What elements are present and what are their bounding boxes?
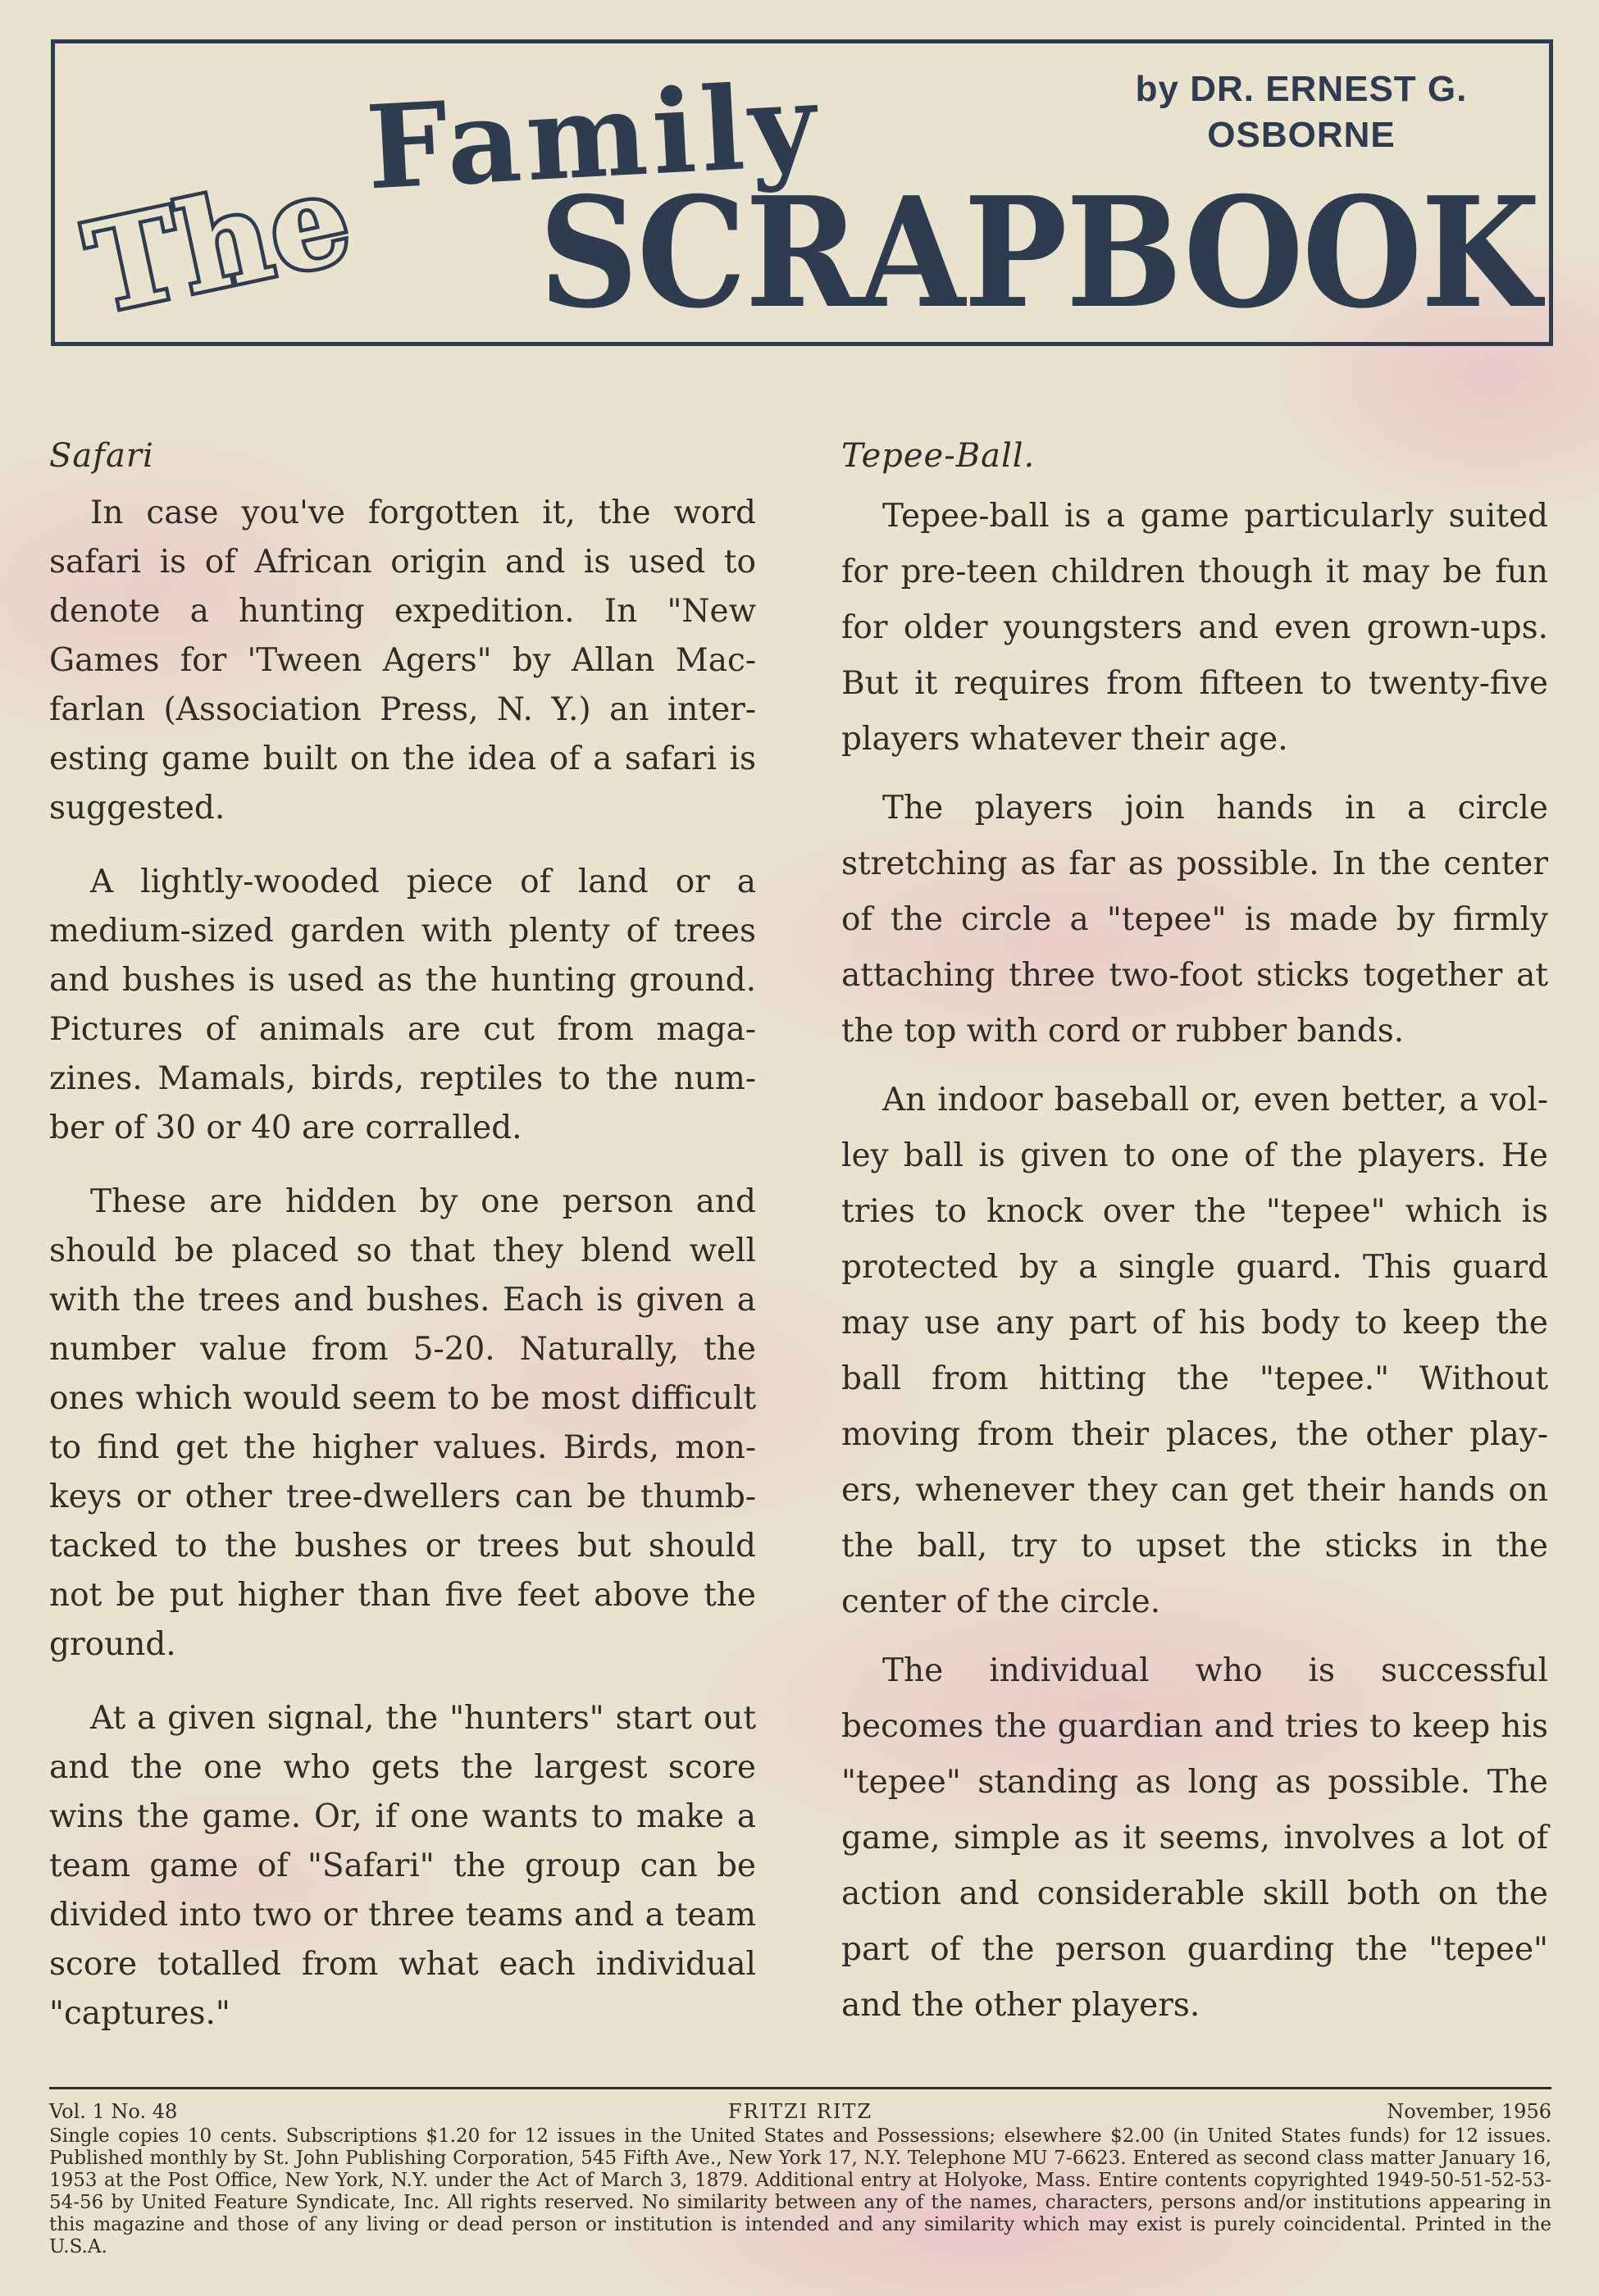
paragraph: A lightly-wooded piece of land or a medium-sized garden with plenty of trees and bushes is used as the hunting ground. Pictures of animals are cut from magazines. Mamals, birds, reptiles to the number of 30 or 40 are corralled. [49, 863, 756, 1146]
right-column [841, 426, 1548, 2047]
footer-legal-notice: Single copies 10 cents. Subscriptions $1.20 for 12 issues in the United States and Possessions; elsewhere $2.00 (in United States funds) for 12 issues. Published monthly by St. John Publishing Corporation, 545 Fifth Ave., New York 17, N.Y. Telephone MU 7-6623. Entered as second class matter January 16, 1953 at the Post Office, New York, N.Y. under the Act of March 3, 1879. Additional entry at Holyoke, Mass. Entire contents copyrighted 1949-50-51-52-53-54-56 by United Feature Syndicate, Inc. All rights reserved. No similarity between any of the names, characters, persons and/or institutions appearing in this magazine and those of any living or dead person or institution is intended and any similarity which may exist is purely coincidental. Printed in the U.S.A. [49, 2125, 1551, 2257]
footer-volume: Vol. 1 No. 48 [49, 2100, 178, 2123]
paragraph: An indoor baseball or, even better, a volley ball is given to one of the players. He tries to knock over the "tepee" which is protected by a single guard. This guard may use any part of his body to keep the ball from hitting the "tepee." Without moving from their places, the other players, whenever they can get their hands on the ball, try to upset the sticks in the center of the circle. [841, 1082, 1548, 1620]
footer-date: November, 1956 [1387, 2100, 1551, 2123]
paragraph: These are hidden by one person and should be placed so that they blend well with the trees and bushes. Each is given a number value from 5-20. Naturally, the ones which would seem to be most difficult to find get the higher values. Birds, monkeys or other tree-dwellers can be thumbtacked to the bushes or trees but should not be put higher than five feet above the ground. [49, 1183, 756, 1663]
left-column [49, 426, 756, 2063]
byline: by DR. ERNEST G. OSBORNE [1135, 69, 1468, 155]
paragraph: The individual who is successful becomes the guardian and tries to keep his "tepee" standing as long as possible. The game, simple as it seems, involves a lot of action and considerable skill both on the part of the person guarding the "tepee" and the other players. [841, 1652, 1548, 2024]
title-scrapbook: SCRAPBOOK [539, 163, 1546, 342]
masthead-box [51, 39, 1553, 346]
paragraph: Tepee-ball is a game particularly suited for pre-teen children though it may be fun for older youngsters and even grown-ups. But it requires from fifteen to twenty-five players whatever their age. [841, 498, 1548, 758]
section-title-safari: Safari [49, 437, 154, 475]
section-title-tepee-ball: Tepee-Ball. [841, 437, 1036, 475]
paragraph: At a given signal, the "hunters" start out and the one who gets the largest score wins the game. Or, if one wants to make a team game of "Safari" the group can be divided into two or three teams and a team score totalled from what each individual "captures." [49, 1700, 756, 2032]
title-family: Family [362, 57, 824, 216]
paragraph: In case you've forgotten it, the word safari is of African origin and is used to denote a hunting expedition. In "New Games for 'Tween Agers" by Allan Macfarlan (Association Press, N. Y.) an interesting game built on the idea of a safari is suggested. [49, 494, 756, 827]
footer-divider [49, 2087, 1551, 2089]
title-the: The [75, 145, 364, 342]
footer-header [49, 2099, 1551, 2124]
footer-publication: FRITZI RITZ [727, 2100, 873, 2123]
paragraph: The players join hands in a circle stretching as far as possible. In the center of the circle a "tepee" is made by firmly attaching three two-foot sticks together at the top with cord or rubber bands. [841, 790, 1548, 1050]
